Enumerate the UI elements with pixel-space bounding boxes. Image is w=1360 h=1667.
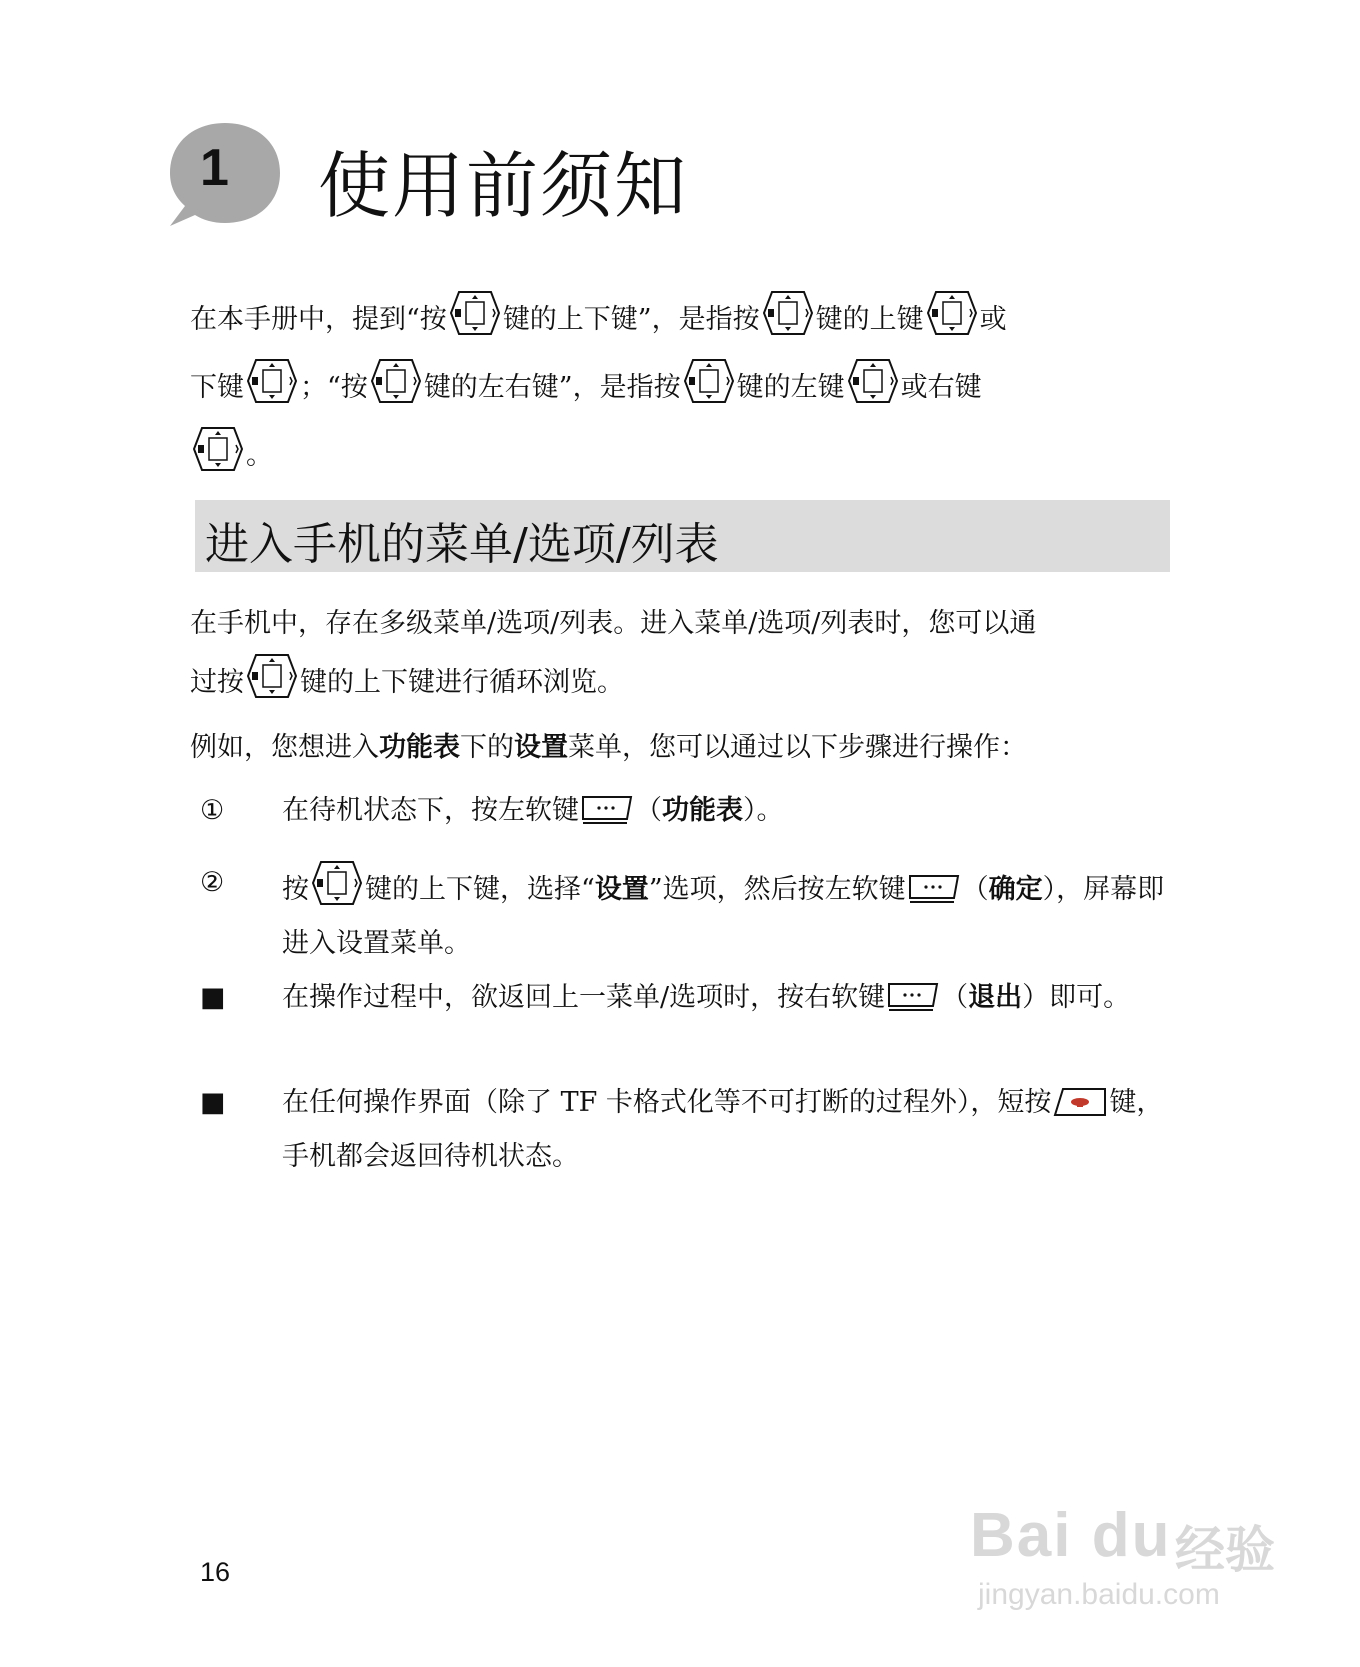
note-text: 在操作过程中，欲返回上一菜单/选项时，按右软键 xyxy=(282,982,886,1013)
intro-text: 键的上键 xyxy=(815,304,924,335)
navigation-key-icon xyxy=(762,290,814,358)
intro-text: 或 xyxy=(979,304,1007,335)
step-1 xyxy=(200,788,1170,842)
navigation-key-down-icon xyxy=(246,358,298,426)
note-marker: ■ xyxy=(200,1087,226,1118)
body-bold-text: 功能表 xyxy=(379,732,460,763)
watermark-url: jingyan.baidu.com xyxy=(978,1578,1220,1611)
navigation-key-up-icon xyxy=(926,290,978,358)
step-marker: ① xyxy=(200,795,225,826)
step-text: ”选项，然后按左软键 xyxy=(648,874,906,905)
watermark-brand: Bai du xyxy=(970,1501,1172,1570)
step-text: （ xyxy=(961,874,989,905)
body-text: 例如，您想进入 xyxy=(190,732,379,763)
step-text: ），屏幕即进入设置菜单。 xyxy=(282,874,1165,959)
end-call-key-icon xyxy=(1053,1085,1107,1134)
step-text: ）。 xyxy=(743,795,784,826)
step-bold-text: 确定 xyxy=(988,874,1043,905)
note-1 xyxy=(200,975,1170,1029)
step-bold-text: 设置 xyxy=(594,874,649,905)
left-soft-key-icon xyxy=(581,793,633,842)
note-text: ）即可。 xyxy=(1022,982,1131,1013)
body-bold-text: 设置 xyxy=(514,732,568,763)
intro-line-1 xyxy=(190,290,1150,358)
intro-line-3 xyxy=(190,426,1150,494)
note-bold-text: 退出 xyxy=(968,982,1023,1013)
section-title: 进入手机的菜单/选项/列表 xyxy=(205,519,719,570)
step-text: 键的上下键，选择“ xyxy=(365,874,595,905)
body-text: 过按 xyxy=(190,667,244,698)
baidu-watermark xyxy=(970,1470,1300,1620)
navigation-key-icon xyxy=(683,358,735,426)
intro-text: 键的左右键”，是指按 xyxy=(423,372,681,403)
navigation-key-icon xyxy=(311,860,363,921)
intro-text: 或右键 xyxy=(900,372,982,403)
body-paragraph-2 xyxy=(190,718,1150,778)
body-text: 键的上下键进行循环浏览。 xyxy=(300,667,624,698)
note-text: 在任何操作界面（除了 TF 卡格式化等不可打断的过程外），短按 xyxy=(282,1087,1052,1118)
intro-text: 键的左键 xyxy=(736,372,845,403)
step-text: 按 xyxy=(282,874,309,905)
watermark-cn: 经验 xyxy=(1175,1522,1275,1578)
note-text: 键，手机都会返回待机状态。 xyxy=(282,1087,1164,1172)
intro-text: 下键 xyxy=(190,372,244,403)
note-marker: ■ xyxy=(200,982,226,1013)
body-text: 在手机中，存在多级菜单/选项/列表。进入菜单/选项/列表时，您可以通 xyxy=(190,608,1037,639)
step-text: （ xyxy=(635,795,662,826)
chapter-number: 1 xyxy=(200,139,229,197)
navigation-key-icon xyxy=(370,358,422,426)
step-2 xyxy=(200,860,1170,967)
intro-text: ；“按 xyxy=(300,372,368,403)
intro-text: 。 xyxy=(246,440,273,471)
step-marker: ② xyxy=(200,867,225,898)
note-2 xyxy=(200,1080,1170,1180)
intro-line-2 xyxy=(190,358,1150,426)
step-text: 在待机状态下，按左软键 xyxy=(282,795,579,826)
chapter-title: 使用前须知 xyxy=(318,144,689,228)
intro-text: 在本手册中，提到“按 xyxy=(190,304,447,335)
navigation-key-right-icon xyxy=(192,426,244,494)
note-text: （ xyxy=(941,982,969,1013)
body-text: 下的 xyxy=(460,732,514,763)
step-bold-text: 功能表 xyxy=(662,795,743,826)
body-text: 菜单，您可以通过以下步骤进行操作： xyxy=(568,732,1027,763)
page-number: 16 xyxy=(200,1557,231,1587)
navigation-key-icon xyxy=(246,653,298,720)
intro-paragraph xyxy=(190,290,1150,494)
navigation-key-left-icon xyxy=(847,358,899,426)
right-soft-key-icon xyxy=(887,980,939,1029)
navigation-key-icon xyxy=(449,290,501,358)
body-paragraph-1 xyxy=(190,595,1150,720)
left-soft-key-icon xyxy=(908,872,960,921)
intro-text: 键的上下键”，是指按 xyxy=(502,304,760,335)
